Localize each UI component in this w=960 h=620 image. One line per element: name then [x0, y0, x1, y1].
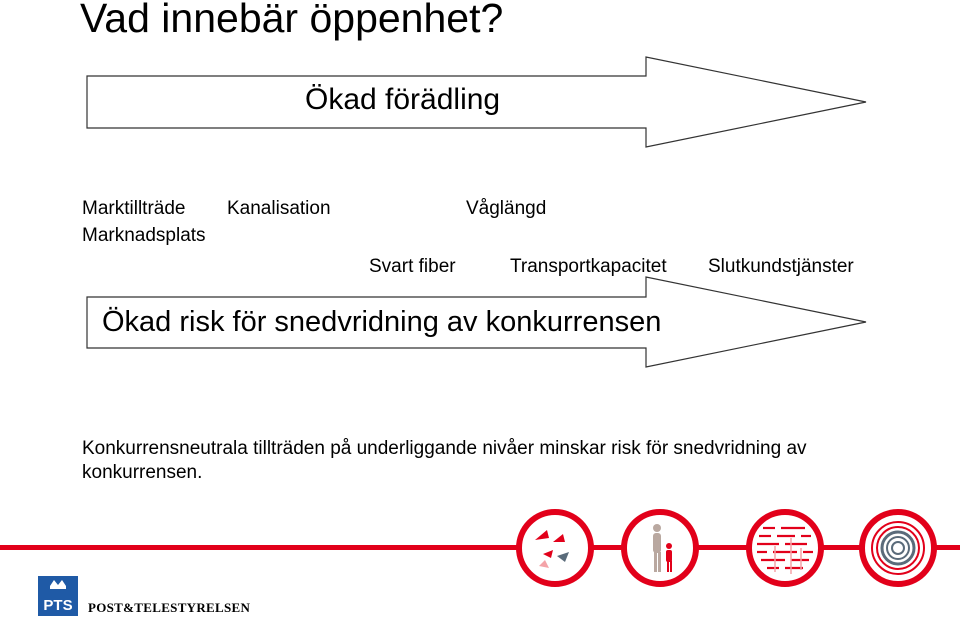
keyword-marktilltrade: Marktillträde [82, 198, 186, 219]
conclusion-text: Konkurrensneutrala tillträden på underliggande nivåer minskar risk för snedvridning av konkurrensen. [82, 438, 807, 483]
network-grid-icon [745, 508, 825, 588]
arrows-icon [515, 508, 595, 588]
pts-logo-text: PTS [43, 597, 73, 614]
organization-name: POST&TELESTYRELSEN [88, 600, 251, 615]
keyword-svart-fiber: Svart fiber [369, 256, 456, 277]
people-icon [620, 508, 700, 588]
keyword-marknadsplats: Marknadsplats [82, 225, 206, 246]
keyword-kanalisation: Kanalisation [227, 198, 331, 219]
target-rings-icon [858, 508, 938, 588]
arrow-bottom-label: Ökad risk för snedvridning av konkurrensen [102, 306, 662, 338]
keyword-slutkundstjanster: Slutkundstjänster [708, 256, 854, 277]
keyword-vaglangd: Våglängd [466, 198, 547, 219]
pts-logo [38, 576, 78, 616]
arrow-top-label: Ökad förädling [305, 83, 501, 116]
page-title: Vad innebär öppenhet? [80, 0, 504, 41]
keyword-transportkapacitet: Transportkapacitet [510, 256, 667, 277]
